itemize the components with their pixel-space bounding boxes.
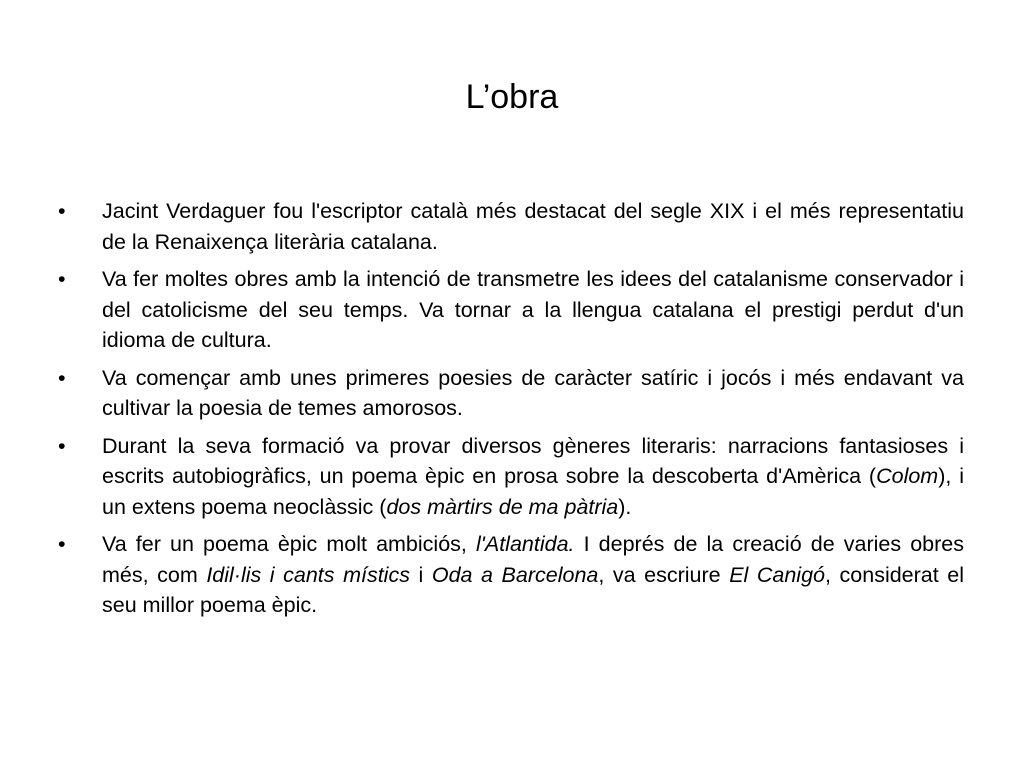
bullet-text: , considerat el seu millor poema èpic. <box>102 562 965 617</box>
bullet-text: Va fer un poema èpic molt ambiciós, <box>102 532 476 556</box>
bullet-item <box>58 264 964 356</box>
bullet-text: Durant la seva formació va provar diversos gèneres literaris: narracions fantasioses i escrits autobiogràfics, un poema èpic en prosa sobre la descoberta d'Amèrica ( <box>102 433 964 488</box>
bullet-item <box>58 431 964 523</box>
bullet-dot: • <box>58 199 66 223</box>
bullet-text: Va fer moltes obres amb la intenció de transmetre les idees del catalanisme conservador i del catolicisme del seu temps. Va tornar a la llengua catalana el prestigi perdut d'un idioma de cultura. <box>102 267 964 352</box>
bullet-list <box>58 196 964 628</box>
bullet-dot: • <box>58 433 66 458</box>
bullet-item <box>58 529 964 621</box>
bullet-text: I deprés de la creació de varies obres més, com <box>102 532 964 587</box>
italic-text: El Canigó <box>729 562 825 587</box>
bullet-item <box>58 196 964 257</box>
italic-text: dos màrtirs de ma pàtria <box>386 494 619 519</box>
italic-text: Oda a Barcelona <box>431 562 599 587</box>
bullet-dot: • <box>58 365 66 390</box>
bullet-text: , va escriure <box>598 562 730 587</box>
bullet-text: Jacint Verdaguer fou l'escriptor català més destacat del segle XIX i el més representatiu de la Renaixença literària catalana. <box>102 199 964 254</box>
bullet-text: ), i un extens poema neoclàssic ( <box>102 464 964 519</box>
bullet-item <box>58 363 964 424</box>
bullet-text: ). <box>618 494 632 519</box>
bullet-text: i <box>409 562 432 587</box>
bullet-dot: • <box>58 532 66 556</box>
italic-text: Colom <box>876 464 939 488</box>
slide-title: L’obra <box>465 78 559 116</box>
bullet-dot: • <box>58 267 66 291</box>
italic-text: l'Atlantida. <box>475 532 575 556</box>
bullet-text: Va començar amb unes primeres poesies de caràcter satíric i jocós i més endavant va cultivar la poesia de temes amorosos. <box>102 365 964 420</box>
italic-text: Idil·lis i cants místics <box>206 562 410 587</box>
